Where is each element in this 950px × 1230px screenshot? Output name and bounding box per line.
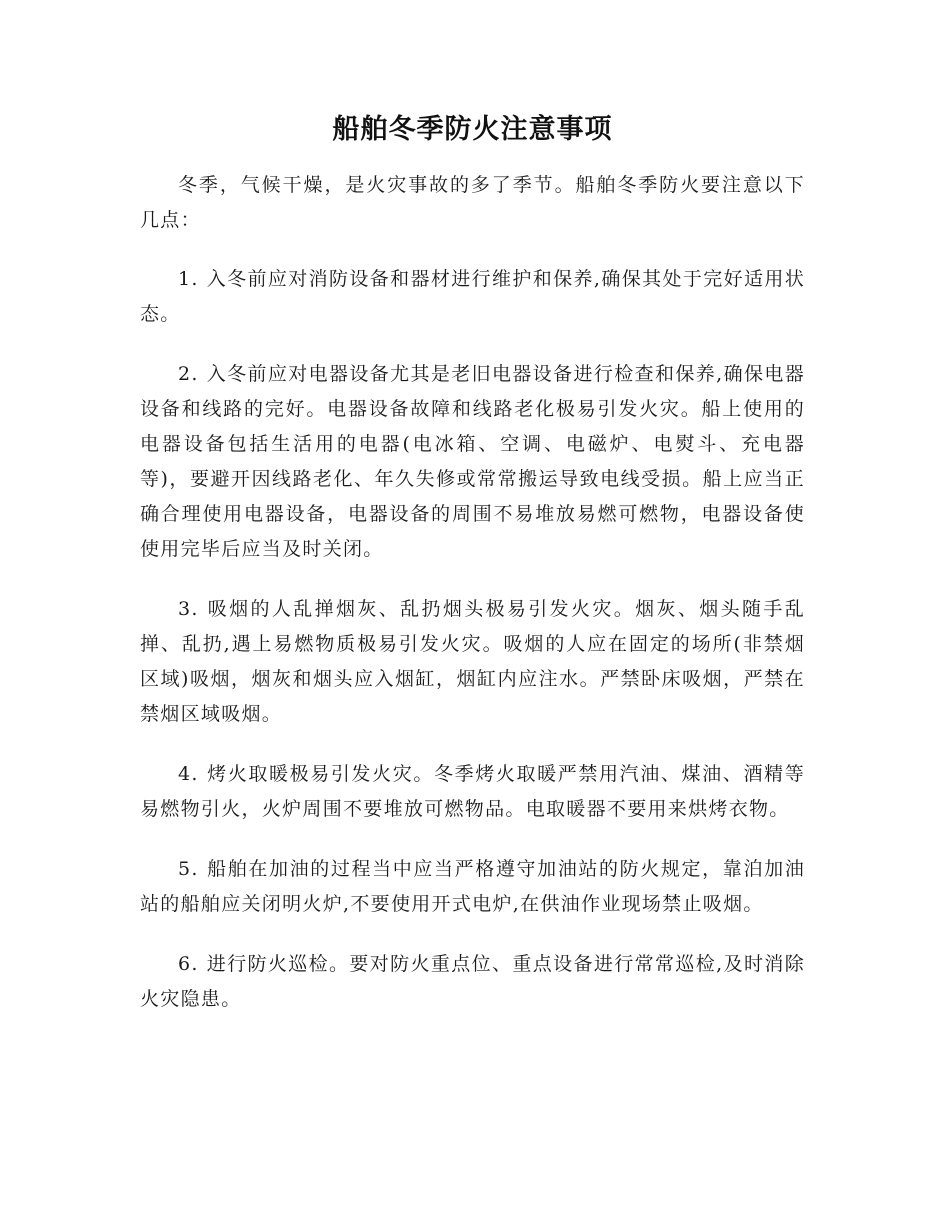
item-text: 船舶在加油的过程当中应当严格遵守加油站的防火规定，靠泊加油站的船舶应关闭明火炉,不要使用开式电炉,在供油作业现场禁止吸烟。 [140, 858, 805, 915]
page-title: 船舶冬季防火注意事项 [332, 114, 613, 145]
item-text: 进行防火巡检。要对防火重点位、重点设备进行常常巡检,及时消除火灾隐患。 [140, 953, 805, 1010]
item-number: 6. [178, 953, 199, 975]
list-item-3 [140, 592, 805, 732]
item-number: 4. [178, 763, 199, 785]
item-text: 烤火取暖极易引发火灾。冬季烤火取暖严禁用汽油、煤油、酒精等易燃物引火，火炉周围不要堆放可燃物品。电取暖器不要用来烘烤衣物。 [140, 763, 805, 820]
item-text: 入冬前应对消防设备和器材进行维护和保养,确保其处于完好适用状态。 [140, 268, 805, 325]
list-item-2 [140, 357, 805, 567]
item-number: 5. [178, 858, 199, 880]
list-item-6 [140, 947, 805, 1017]
document-page [140, 110, 805, 1042]
list-item-1 [140, 262, 805, 332]
item-number: 3. [178, 598, 199, 620]
item-text: 入冬前应对电器设备尤其是老旧电器设备进行检查和保养,确保电器设备和线路的完好。电器设备故障和线路老化极易引发火灾。船上使用的电器设备包括生活用的电器(电冰箱、空调、电磁炉、电熨斗、充电器等)，要避开因线路老化、年久失修或常常搬运导致电线受损。船上应当正确合理使用电器设备，电器设备的周围不易堆放易燃可燃物，电器设备使使用完毕后应当及时关闭。 [140, 363, 805, 560]
item-number: 1. [178, 268, 199, 290]
list-item-5 [140, 852, 805, 922]
intro-paragraph: 冬季，气候干燥，是火灾事故的多了季节。船舶冬季防火要注意以下几点： [140, 174, 805, 231]
item-text: 吸烟的人乱掸烟灰、乱扔烟头极易引发火灾。烟灰、烟头随手乱掸、乱扔,遇上易燃物质极易引发火灾。吸烟的人应在固定的场所(非禁烟区域)吸烟，烟灰和烟头应入烟缸，烟缸内应注水。严禁卧床吸烟，严禁在禁烟区域吸烟。 [140, 598, 805, 725]
item-number: 2. [178, 363, 199, 385]
list-item-4 [140, 757, 805, 827]
